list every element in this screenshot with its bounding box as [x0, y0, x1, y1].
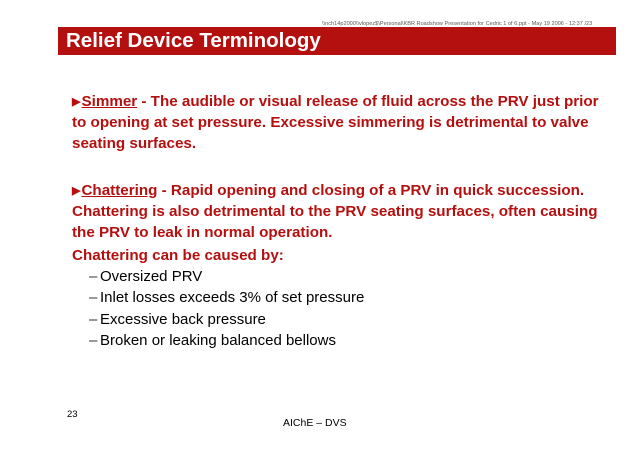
cause-text: Inlet losses exceeds 3% of set pressure — [100, 289, 365, 307]
chattering-text: - Rapid opening and closing of a PRV in quick succession. Chattering is also detrimental to the PRV seating surfaces, often causing the PRV to leak in normal operation. — [72, 182, 598, 241]
list-item — [89, 287, 364, 308]
causes-list — [89, 266, 364, 352]
chattering-term: Chattering — [81, 182, 158, 199]
dash-icon: – — [89, 310, 98, 328]
list-item — [89, 330, 364, 351]
simmer-definition — [72, 92, 612, 154]
list-item — [89, 309, 364, 330]
triangle-right-icon: ▶ — [72, 96, 81, 108]
dash-icon: – — [89, 332, 98, 350]
dash-icon: – — [89, 268, 98, 285]
list-item — [89, 266, 364, 287]
footer-label: AIChE – DVS — [283, 417, 347, 429]
causes-heading: Chattering can be caused by: — [72, 247, 284, 264]
slide-title: Relief Device Terminology — [66, 29, 321, 52]
cause-text: Excessive back pressure — [100, 310, 266, 328]
triangle-right-icon: ▶ — [72, 185, 81, 197]
dash-icon: – — [89, 289, 98, 307]
page-number: 23 — [67, 409, 78, 420]
cause-text: Broken or leaking balanced bellows — [100, 332, 336, 350]
cause-text: Oversized PRV — [100, 268, 203, 285]
chattering-definition — [72, 181, 612, 243]
file-path-header: \\nch14p2000\\vlopez$\Personal\KBR Roadshow Presentation for Cedric 1 of 6.ppt - May 19 2006 - 12:37 /23 — [322, 21, 593, 27]
simmer-text: - The audible or visual release of fluid across the PRV just prior to opening at set pressure. Excessive simmering is detrimental to valve seating surfaces. — [72, 93, 599, 152]
simmer-term: Simmer — [81, 93, 138, 110]
